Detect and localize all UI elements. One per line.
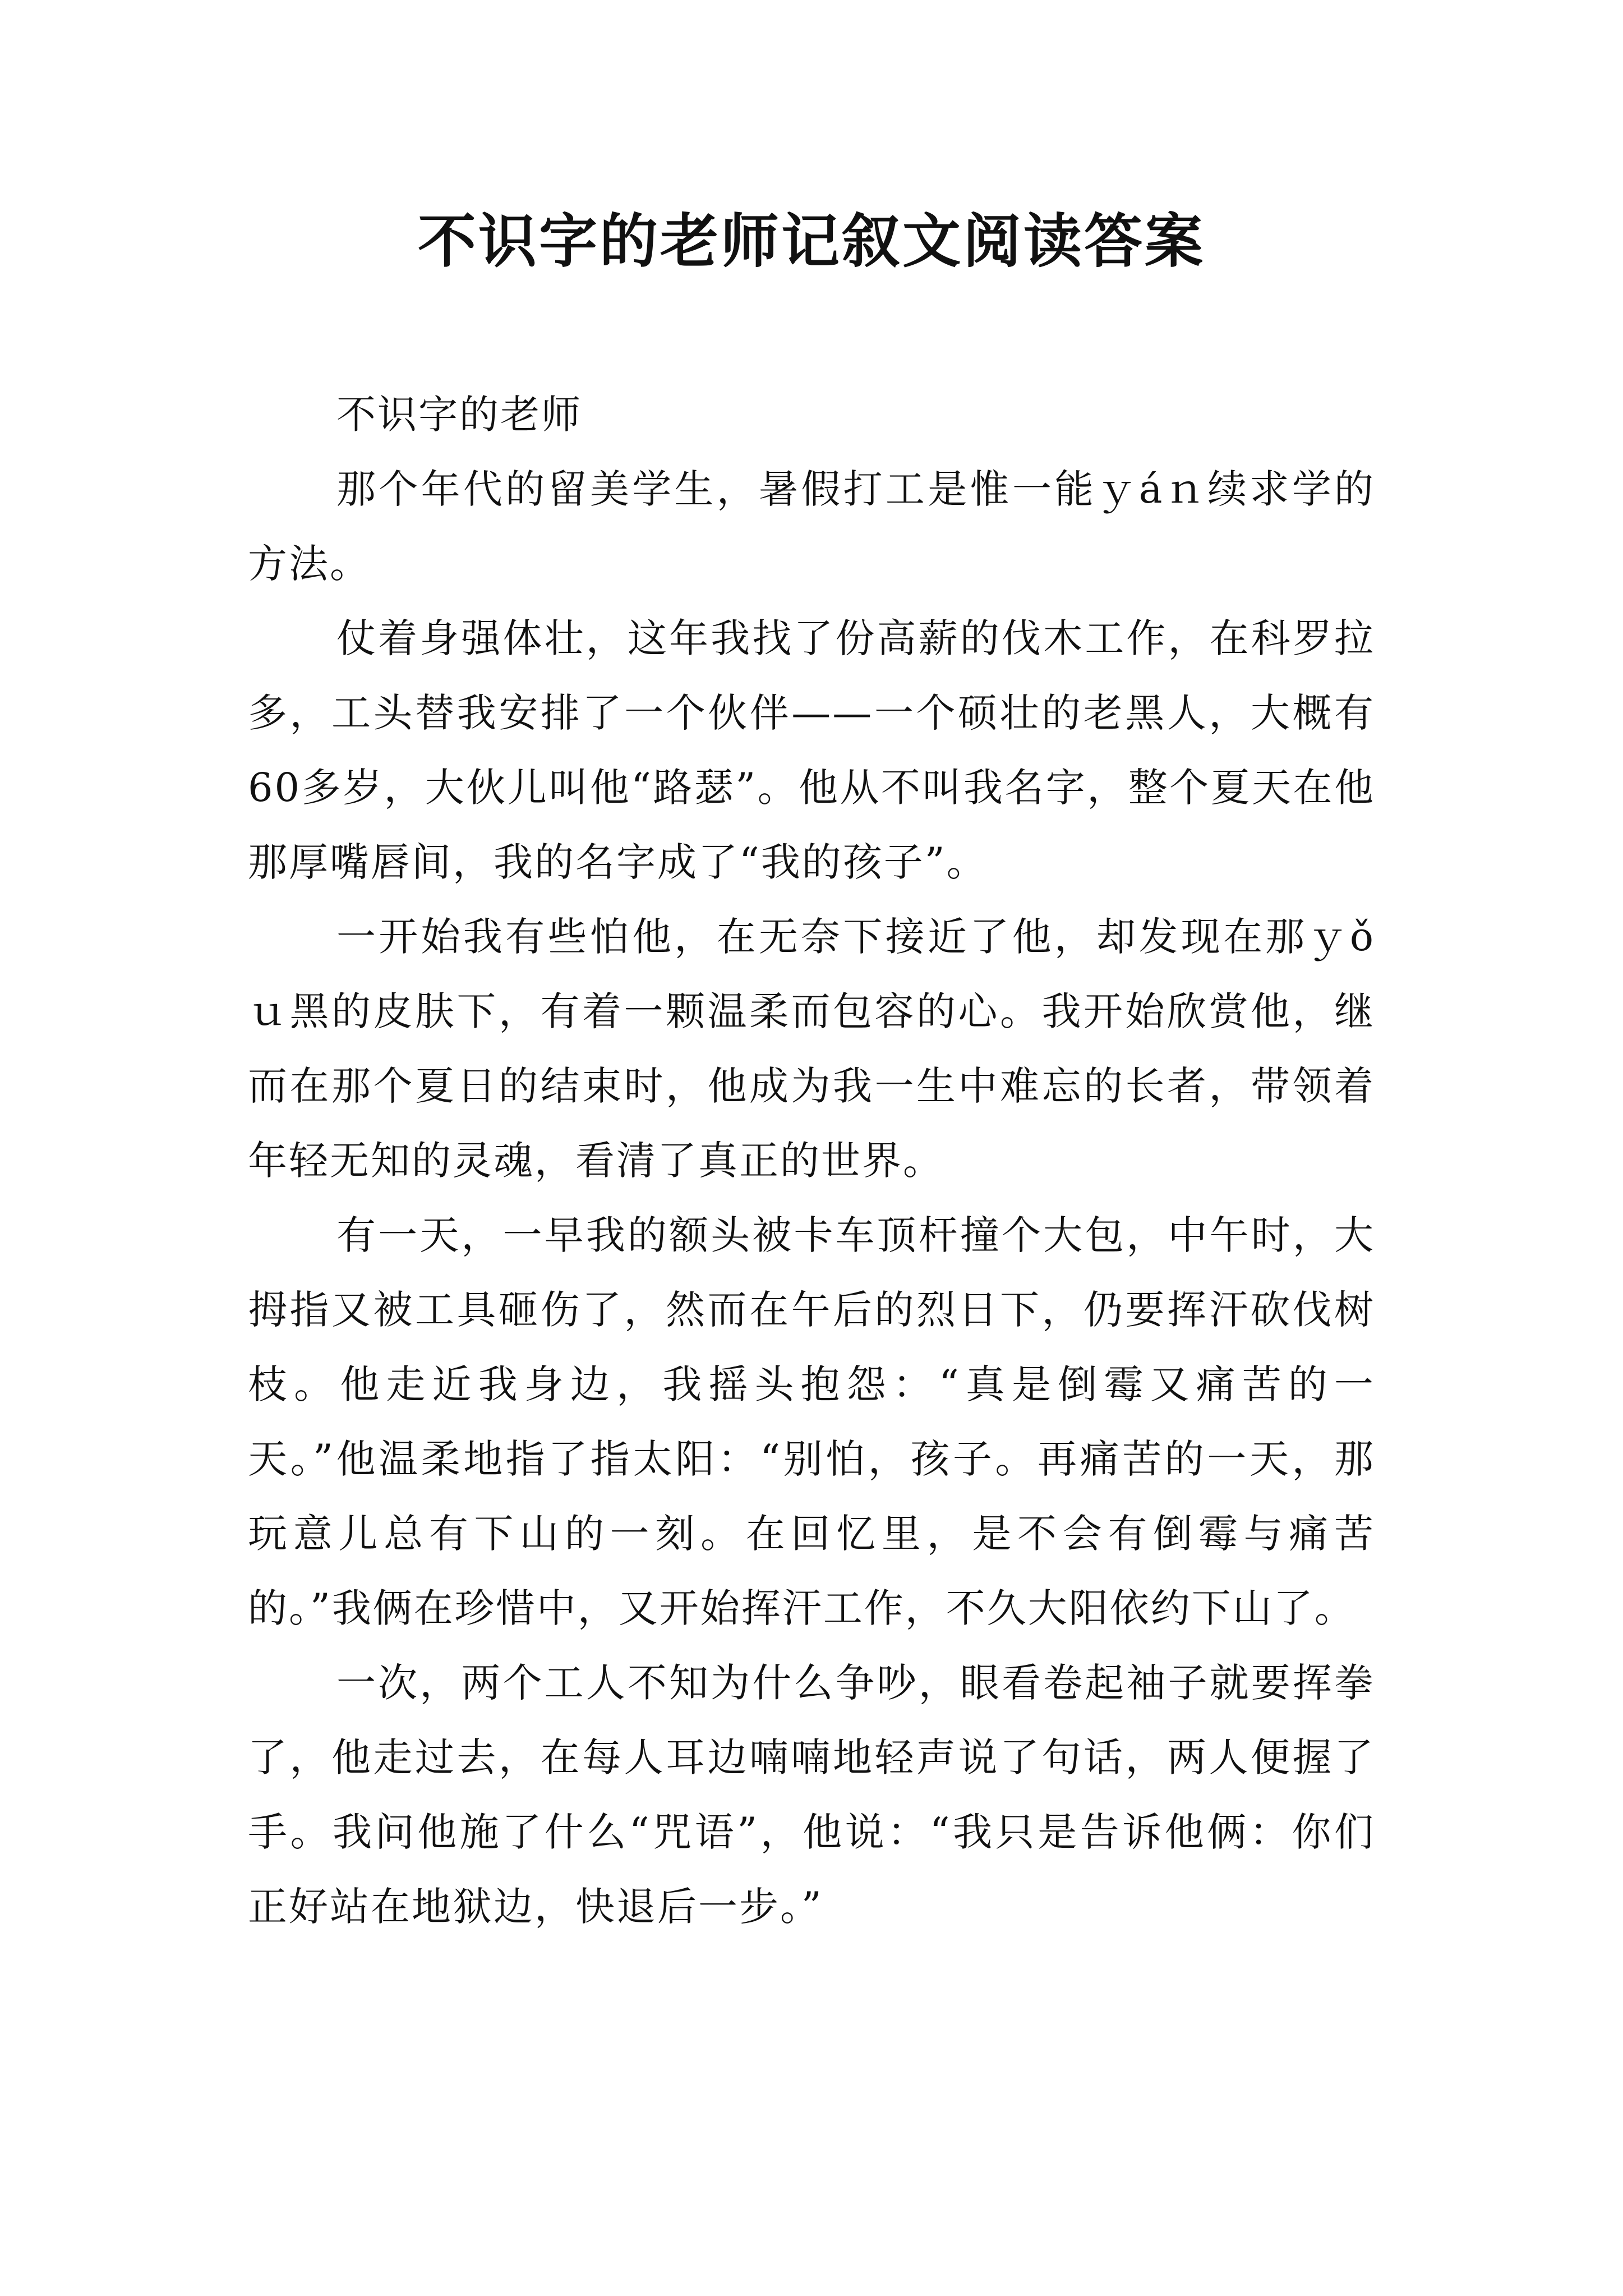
- paragraph: 仗着身强体壮，这年我找了份高薪的伐木工作，在科罗拉多，工头替我安排了一个伙伴——一个硕壮的老黑人，大概有60多岁，大伙儿叫他“路瑟”。他从不叫我名字，整个夏天在他那厚嘴唇间，我的名字成了“我的孩子”。: [248, 615, 1375, 885]
- paragraph: 一开始我有些怕他，在无奈下接近了他，却发现在那ｙǒｕ黑的皮肤下，有着一颗温柔而包容的心。我开始欣赏他，继而在那个夏日的结束时，他成为我一生中难忘的长者，带领着年轻无知的灵魂，看清了真正的世界。: [248, 914, 1375, 1184]
- paragraph: 一次，两个工人不知为什么争吵，眼看卷起袖子就要挥拳了，他走过去，在每人耳边喃喃地轻声说了句话，两人便握了手。我问他施了什么“咒语”，他说：“我只是告诉他俩：你们正好站在地狱边，快退后一步。”: [248, 1660, 1375, 1930]
- document-body: [248, 378, 1375, 1944]
- paragraph: 那个年代的留美学生，暑假打工是惟一能ｙáｎ续求学的方法。: [248, 466, 1375, 587]
- paragraph-subtitle: 不识字的老师: [336, 392, 582, 438]
- document-title: 不识字的老师记叙文阅读答案: [417, 206, 1205, 275]
- paragraph: 有一天，一早我的额头被卡车顶杆撞个大包，中午时，大拇指又被工具砸伤了，然而在午后的烈日下，仍要挥汗砍伐树枝。他走近我身边，我摇头抱怨：“真是倒霉又痛苦的一天。”他温柔地指了指太阳：“别怕，孩子。再痛苦的一天，那玩意儿总有下山的一刻。在回忆里，是不会有倒霉与痛苦的。”我俩在珍惜中，又开始挥汗工作，不久大阳依约下山了。: [248, 1212, 1375, 1631]
